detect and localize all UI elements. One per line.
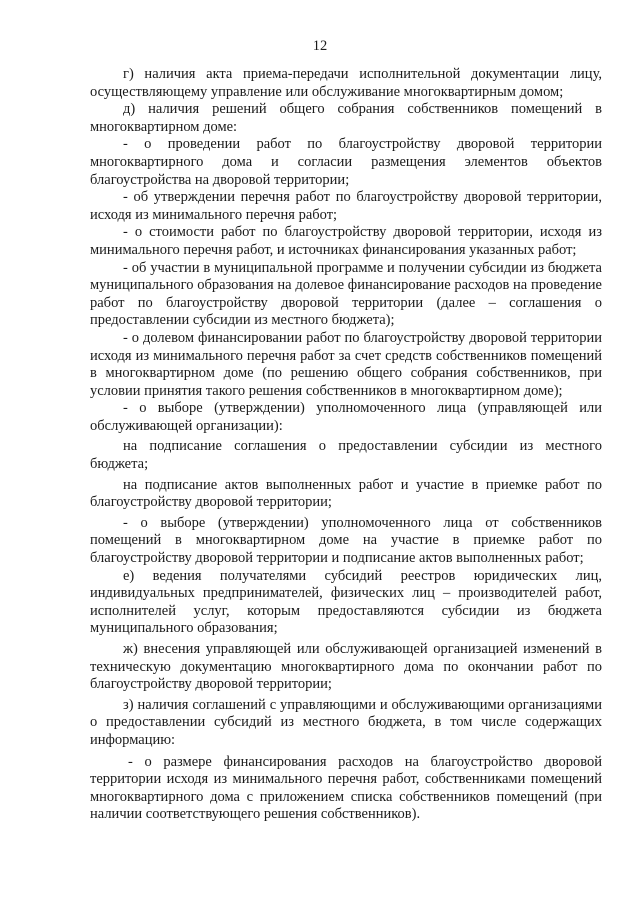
paragraph-g: г) наличия акта приема-передачи исполнительной документации лицу, осуществляющему управление или обслуживание многоквартирным домом; <box>90 66 602 100</box>
document-body <box>90 66 602 824</box>
list-item-works-list: - об утверждении перечня работ по благоустройству дворовой территории, исходя из минимального перечня работ; <box>90 189 602 223</box>
list-item-program-participation: - об участии в муниципальной программе и получении субсидии из бюджета муниципального образования на долевое финансирование расходов на проведение работ по благоустройству дворовой территории (далее – соглашения о предоставлении субсидии из местного бюджета); <box>90 259 602 329</box>
list-item-authorized-owner: - о выборе (утверждении) уполномоченного лица от собственников помещений в многоквартирном доме на участие в приемке работ по благоустройству дворовой территории и подписание актов выполненных работ; <box>90 514 602 567</box>
list-item-authorized-person: - о выборе (утверждении) уполномоченного лица (управляющей или обслуживающей организации): <box>90 400 602 434</box>
list-item-improvement-works: - о проведении работ по благоустройству дворовой территории многоквартирного дома и согласии размещения элементов объектов благоустройства на дворовой территории; <box>90 136 602 188</box>
page-number: 12 <box>312 38 328 54</box>
paragraph-e: е) ведения получателями субсидий реестров юридических лиц, индивидуальных предпринимателей, физических лиц – производителей работ, исполнителей услуг, которым предоставляются субсидии из бюджета муниципального образования; <box>90 567 602 637</box>
list-item-shared-financing: - о долевом финансировании работ по благоустройству дворовой территории исходя из минимального перечня работ за счет средств собственников помещений в многоквартирном доме (по решению общего собрания собственников, при условии принятия такого решения собственников в многоквартирном доме); <box>90 329 602 399</box>
list-item-sign-acts: на подписание актов выполненных работ и участие в приемке работ по благоустройству дворовой территории; <box>90 476 602 511</box>
list-item-financing-size: - о размере финансирования расходов на благоустройство дворовой территории исходя из минимального перечня работ, собственниками помещений многоквартирного дома с приложением списка собственников помещений (при наличии соответствующего решения собственников). <box>90 753 602 823</box>
paragraph-zh: ж) внесения управляющей или обслуживающей организацией изменений в техническую документацию многоквартирного дома по окончании работ по благоустройству дворовой территории; <box>90 641 602 693</box>
list-item-sign-agreement: на подписание соглашения о предоставлении субсидии из местного бюджета; <box>90 438 602 473</box>
paragraph-z: з) наличия соглашений с управляющими и обслуживающими организациями о предоставлении субсидий из местного бюджета, в том числе содержащих информацию: <box>90 696 602 748</box>
paragraph-d: д) наличия решений общего собрания собственников помещений в многоквартирном доме: <box>90 101 602 135</box>
list-item-works-cost: - о стоимости работ по благоустройству дворовой территории, исходя из минимального перечня работ, и источниках финансирования указанных работ; <box>90 224 602 258</box>
